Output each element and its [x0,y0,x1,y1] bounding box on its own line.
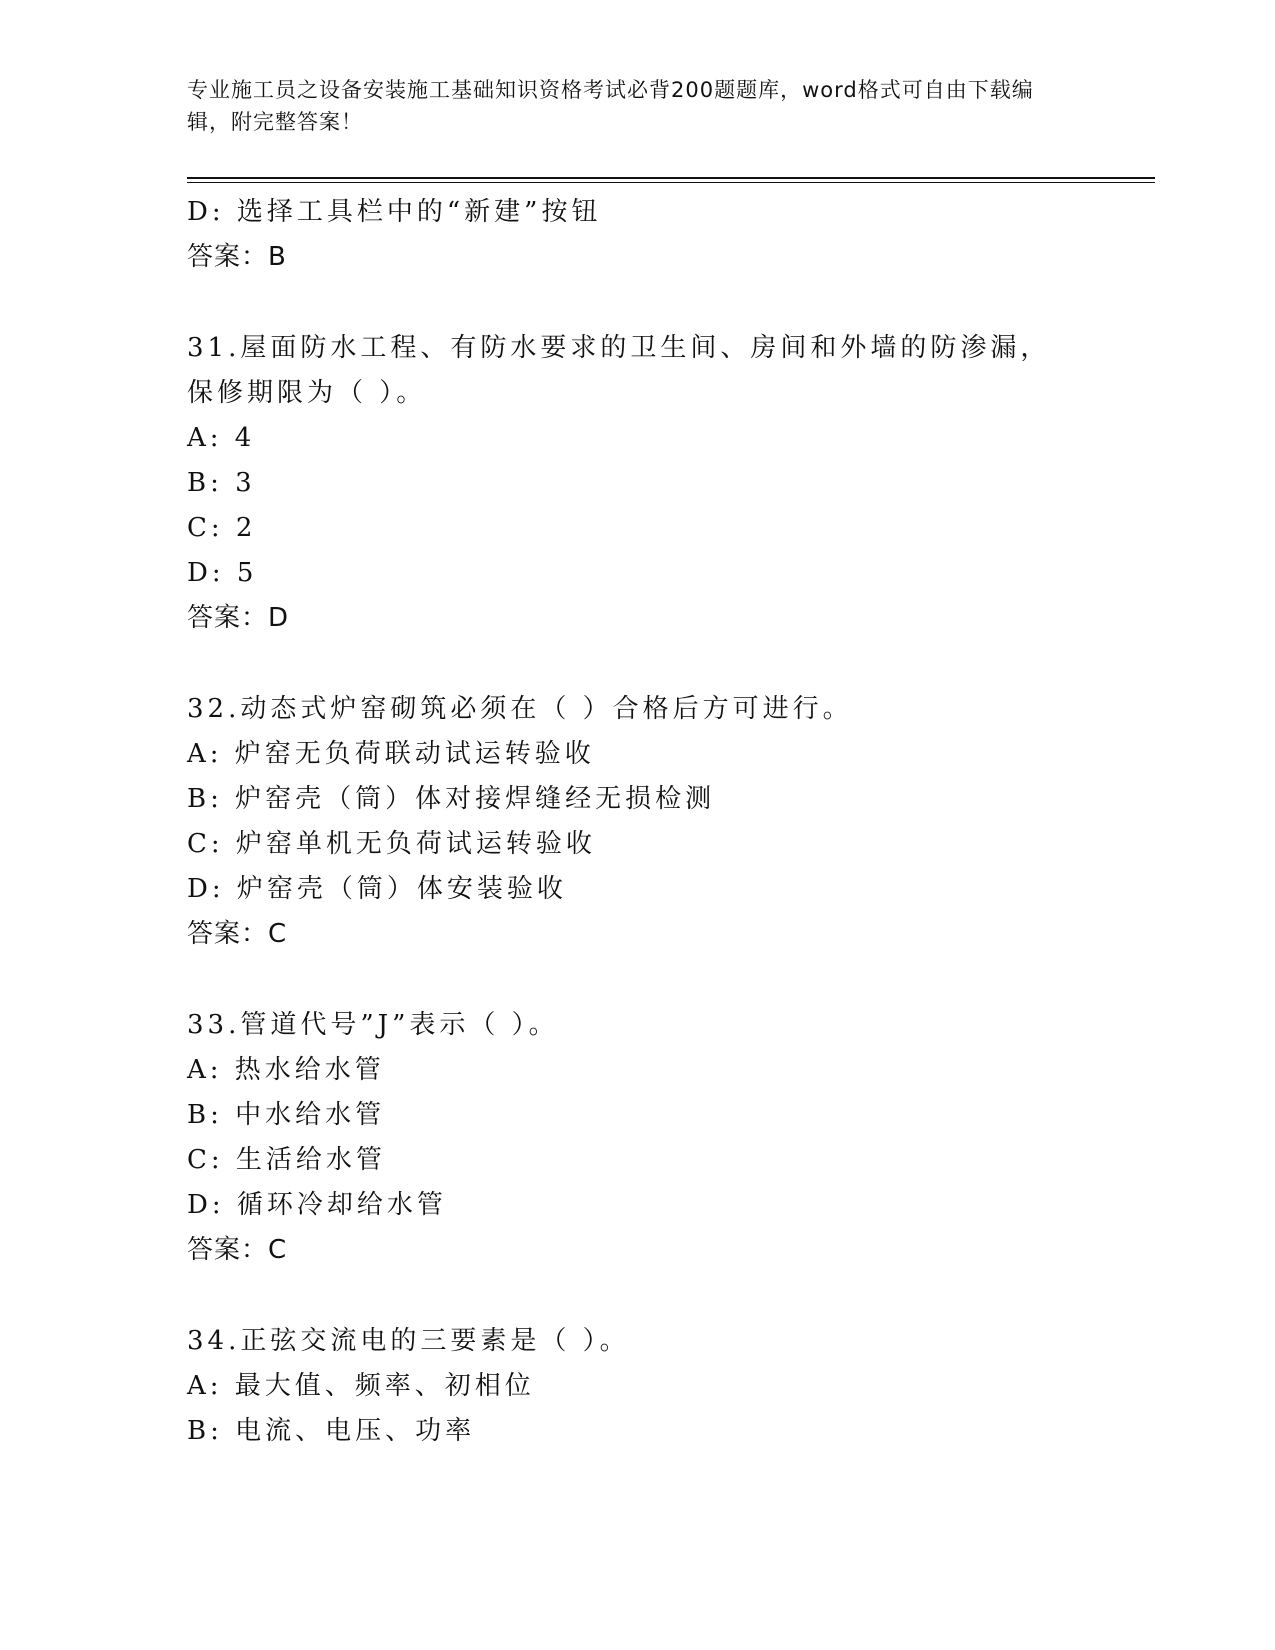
question-stem: 34.正弦交流电的三要素是（ ）。 [187,1326,630,1356]
option-a: A: 4 [187,423,256,453]
option-d: D: 炉窑壳（筒）体安装验收 [187,874,567,904]
option-b: B: 炉窑壳（筒）体对接焊缝经无损检测 [187,784,716,814]
answer-line: 答案：C [187,919,288,949]
question-stem: 31.屋面防水工程、有防水要求的卫生间、房间和外墙的防渗漏，保修期限为（ ）。 [187,333,1051,408]
header-rule-thin [187,182,1155,183]
question-31 [187,326,1087,641]
question-33 [187,1003,1087,1273]
option-d: D: 循环冷却给水管 [187,1190,447,1220]
option-c: C: 2 [187,513,257,543]
option-d: D: 5 [187,558,258,588]
option-b: B: 中水给水管 [187,1100,386,1130]
option-b: B: 3 [187,468,256,498]
question-stem: 33.管道代号”J”表示（ ）。 [187,1010,559,1040]
option-d: D: 选择工具栏中的“新建”按钮 [187,197,602,227]
option-c: C: 炉窑单机无负荷试运转验收 [187,829,596,859]
option-a: A: 最大值、频率、初相位 [187,1371,535,1401]
answer-line: 答案：D [187,603,290,633]
option-a: A: 炉窑无负荷联动试运转验收 [187,739,595,769]
question-list [187,190,1087,1454]
option-c: C: 生活给水管 [187,1145,386,1175]
option-b: B: 电流、电压、功率 [187,1416,476,1446]
previous-question-tail [187,190,1087,280]
question-stem: 32.动态式炉窑砌筑必须在（ ）合格后方可进行。 [187,694,853,724]
answer-line: 答案：B [187,242,287,272]
answer-line: 答案：C [187,1235,288,1265]
document-header: 专业施工员之设备安装施工基础知识资格考试必背200题题库，word格式可自由下载编辑，附完整答案！ [187,78,1034,134]
question-32 [187,687,1087,957]
option-a: A: 热水给水管 [187,1055,385,1085]
question-34 [187,1319,1087,1454]
header-rule-thick [187,177,1155,179]
